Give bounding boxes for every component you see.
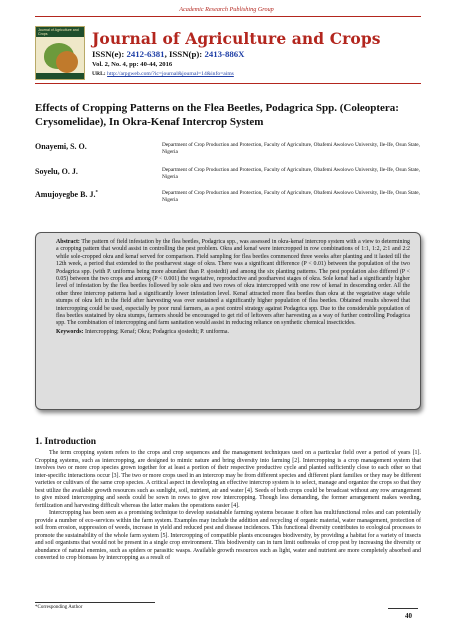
keywords-list: Intercropping; Kenaf; Okra; Podagrica sjostedti; P. uniforma.: [84, 328, 229, 335]
abstract-text: [56, 239, 410, 328]
journal-cover-thumbnail: [35, 26, 85, 80]
page-number: 40: [405, 612, 412, 620]
issn-e: 2412-6381: [126, 49, 165, 59]
issn-line: [92, 49, 245, 59]
paper-title: Effects of Cropping Patterns on the Flea Beetles, Podagrica Spp. (Coleoptera: Crysomelidae), In Okra-Kenaf Intercrop System: [35, 102, 399, 128]
author-name-3: Amujoyegbe B. J.*: [35, 190, 98, 199]
header-bottom-rule: [35, 83, 421, 84]
keywords: [56, 329, 410, 335]
abstract-box: [35, 232, 421, 410]
journal-title: Journal of Agriculture and Crops: [92, 29, 381, 48]
author-name-2: Soyelu, O. J.: [35, 167, 78, 176]
abstract-label: Abstract:: [56, 239, 80, 245]
page-number-rule: [388, 608, 418, 609]
author-name-1: Onayemi, S. O.: [35, 142, 87, 151]
url-label: URL:: [92, 71, 106, 77]
cover-title: Journal of Agriculture and Crops: [38, 28, 79, 36]
abstract-body: The pattern of field infestation by the flea beetles, Podagrica spp., was assessed in okra-kenaf intercrop system with a view to determining a cropping pattern that would assist in controlling the pest problem. Okra and kenaf were intercropped in row combinations of 1:1, 1:2, 2:1 and 2:2 while sole-cropped okra and kenaf served for comparison. Field sampling for flea beetles commenced three weeks after planting and it lasted till the 12th week, a period that extended to the postharvest stage of okra. There was a significant difference (P < 0.01) between the population of the two Podagrica spp. (with P. uniforma being more abundant than P. sjostedti) and among the six planting patterns. The pest population also differed (P < 0.05) between the two crops and among (P < 0.001) the vegetative, reproductive and postharvest stages of okra. Sole kenaf had a significantly higher level of infestation by the flea beetles followed by sole okra and two rows of okra intercropped with one row of kenaf in descending order. All the other three intercrop patterns had a significantly lower infestation level. Kenaf attracted more flea beetles than okra at the vegetative stage while stumps of okra left in the field after harvesting was over sustained a significantly higher population of flea beetles. Obtained results showed that intercropping could be used, especially by poor rural farmers, as a pest control strategy against Podagrica spp. Due to the considerable population of flea beetles sustained by okra stumps, farmers should be encouraged to get rid of leftovers after harvesting as a way of further controlling Podagrica spp. The combination of intercropping and farm sanitation would assist in reducing reliance on synthetic chemical insecticides.: [56, 239, 410, 327]
journal-url-link[interactable]: http://arpgweb.com/?ic=journal&journal=14&info=aims: [107, 71, 234, 77]
author-affiliation-2: Department of Crop Production and Protection, Faculty of Agriculture, Obafemi Awolowo University, Ile-Ife, Osun State, Nigeria: [162, 167, 420, 180]
issn-e-label: ISSN(e):: [92, 49, 125, 59]
corresponding-author-footnote: *Corresponding Author: [35, 605, 83, 610]
introduction-body: [35, 450, 421, 563]
section-heading-introduction: 1. Introduction: [35, 437, 97, 447]
author-affiliation-1: Department of Crop Production and Protection, Faculty of Agriculture, Obafemi Awolowo University, Ile-Ife, Osun State, Nigeria: [162, 142, 420, 155]
issn-p: 2413-886X: [204, 49, 245, 59]
intro-paragraph-1: The term cropping system refers to the crops and crop sequences and the management techniques used on a particular field over a period of years [1]. Cropping systems, such as intercropping, are designed to mimic nature and bring diversity into farming [2]. Intercropping is a crop management system that involves two or more crop species grown together for at least a portion of their respective productive cycle and planted sufficiently close to each other so that inter-specific interactions occur [3]. The two or more crops used in an intercrop may be from different species and different plant families or they may be different varieties or cultivars of the same crop species. A critical aspect in developing an effective intercrop system is to select, manage and organize the crops so that they best utilize the available growth resources such as sunlight, soil, nutrient, air and water [4]. Seeds of both crops could be broadcast without any row arrangement to give mixed intercropping and seeds could be sown in rows to give row intercropping. Though less demanding, the former arrangement makes weeding, fertilization and harvesting difficult whereas the latter makes the operations easier [4].: [35, 450, 421, 509]
header-rule: [35, 16, 421, 17]
journal-url-line: [92, 71, 234, 77]
intro-paragraph-2: Intercropping has been seen as a promising technique to develop sustainable farming systems because it often has multifunctional roles and can potentially provide a number of eco-services within the farm system. Examples may include the addition and recycling of organic material, water management, protection of soil from erosion, suppression of weeds, increase in yield and reduced pest and disease incidences. This functional diversity contributes to ecological processes to promote the sustainability of the whole farm system [5]. Intercropping of compatible plants encourages biodiversity, by providing a habitat for a variety of insects and soil organisms that would not be present in a single crop environment. This biodiversity can in turn limit outbreaks of crop pest by increasing the diversity or abundance of natural enemies, such as spiders or parasitic wasps. Available growth resources such as light, water and nutrient are more completely absorbed and converted to crop biomass by intercropping as a result of: [35, 510, 421, 561]
corresponding-mark: *: [95, 190, 98, 196]
author-affiliation-3: Department of Crop Production and Protection, Faculty of Agriculture, Obafemi Awolowo University, Ile-Ife, Osun State, Nigeria: [162, 190, 420, 203]
keywords-label: Keywords:: [56, 328, 84, 335]
publisher-name: Academic Research Publishing Group: [179, 6, 274, 13]
volume-info: Vol. 2, No. 4, pp: 40-44, 2016: [92, 61, 173, 68]
footnote-rule: [35, 602, 155, 603]
issn-p-label: , ISSN(p):: [164, 49, 203, 59]
